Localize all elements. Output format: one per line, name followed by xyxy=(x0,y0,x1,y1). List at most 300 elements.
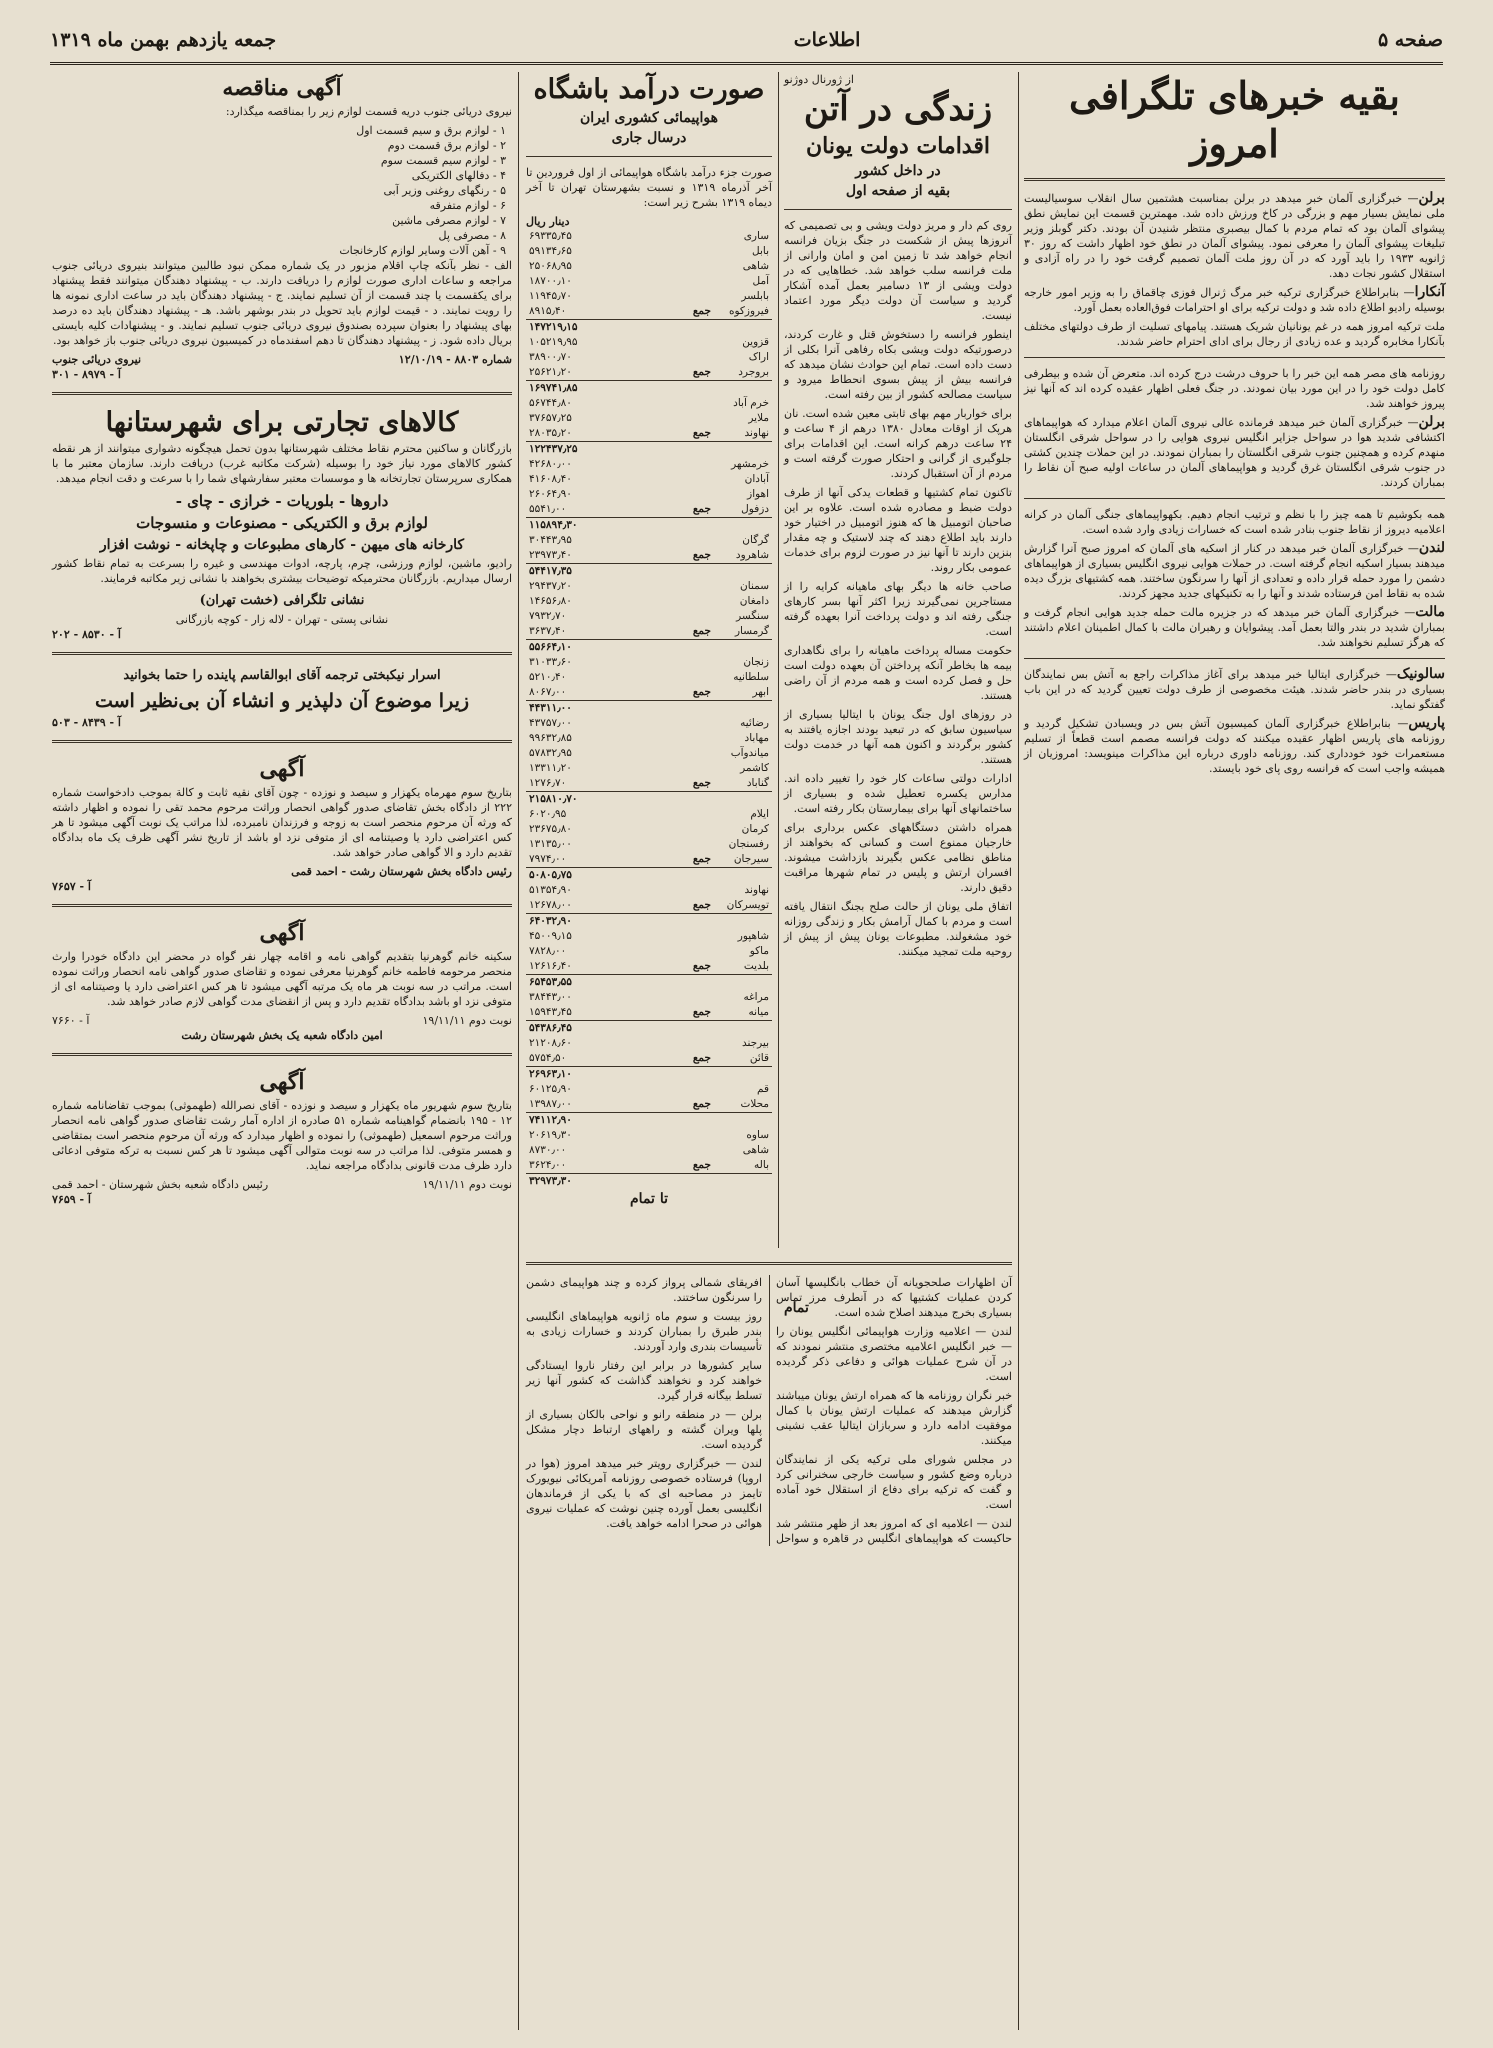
revenue-amount: ۹۹۶۳۲٫۸۵ xyxy=(529,732,572,744)
revenue-row xyxy=(526,594,772,609)
revenue-table xyxy=(526,229,772,1189)
revenue-amount: ۱۸۷۰۰٫۱۰ xyxy=(529,275,572,287)
revenue-amount: ۴۲۶۸۰٫۰۰ xyxy=(529,458,572,470)
goods-ad-more: رادیو، ماشین، لوازم ورزشی، چرم، پارچه، ادوات مهندسی و غیره را بسرعت به تمام نقاط کشور ارسال میداریم. بازرگانان محترمیکه توضیحات بیشتری بخواهند با نشانی زیر مکاتبه فرمایند. xyxy=(52,557,512,585)
revenue-total-label xyxy=(678,975,714,991)
revenue-amount: ۸۰۶۷٫۰۰ xyxy=(529,686,567,698)
revenue-city xyxy=(714,320,772,336)
dispatch-text: روزنامه های مصر همه این خبر را با حروف درشت درج کرده اند. متعرض آن شده و بیطرفی کامل دولت خود را در این مورد بیان نمودند. در جنگ فعلی اظهار عقیده کرده اند که آنها نیز پیروز خواهند شد. xyxy=(1024,367,1446,410)
revenue-total-label: جمع xyxy=(692,549,711,561)
revenue-amount: ۷۹۳۲٫۷۰ xyxy=(529,610,567,622)
revenue-total-label xyxy=(678,487,714,502)
tender-item: ۷ - لوازم مصرفی ماشین xyxy=(392,214,506,227)
dispatch xyxy=(1024,541,1445,601)
goods-address: نشانی تلگرافی (خشت تهران) xyxy=(199,593,365,608)
revenue-city: اهواز xyxy=(747,488,769,500)
revenue-amount: ۱۶۹۷۴۱٫۸۵ xyxy=(526,381,678,397)
tender-item: ۱ - لوازم برق و سیم قسمت اول xyxy=(356,124,506,137)
revenue-amount: ۳۷۶۵۷٫۲۵ xyxy=(529,412,572,424)
notice-1-body: بتاریخ سوم مهرماه یکهزار و سیصد و نوزده - چون آقای نقیه ثابت و کالة بموجب دادخواست شماره ۲۲۲ از دادگاه بخش تقاضای صدور گواهی انحصار وراثت مرحوم محمد تقی را نموده و اظهار داشته که ورثه آن مرحوم منحصر است به زوجه و فرزندان نامبرده، لذا مراتب یک نوبت آگهی میشود تا هر کس اعتراضی دارد یا وصیتنامه ای از متوفی نزد او باشد از تاریخ نشر آگهی ظرف یک ماه بدادگاه تقدیم دارد و الا گواهی صادر خواهد شد. xyxy=(52,786,512,859)
revenue-row xyxy=(526,929,772,944)
revenue-city: بیرجند xyxy=(741,1037,769,1049)
revenue-total-label xyxy=(678,914,714,930)
revenue-amount: ۱۵۹۴۳٫۴۵ xyxy=(529,1006,572,1018)
goods-products-1: داروها - بلوریات - خرازی - چای - xyxy=(175,492,389,510)
revenue-title: صورت درآمد باشگاه xyxy=(533,74,765,105)
revenue-row xyxy=(526,701,772,717)
dispatch xyxy=(1024,191,1445,281)
revenue-total-label: جمع xyxy=(692,1159,711,1171)
revenue-city: شاهپور xyxy=(737,930,769,942)
tender-item: ۵ - رنگهای روغنی وزیر آبی xyxy=(383,184,506,197)
athens-paragraph: صاحب خانه ها دیگر بهای ماهیانه کرایه را از مستاجرین نمی‌گیرند زیرا اکثر آنها بسر کارهای جنگی رفته اند و دولت پرداخت آنرا بعهده گرفته است. xyxy=(784,580,1012,638)
revenue-city: قائن xyxy=(749,1052,769,1064)
book-ad-line-1: اسرار نیکبختی ترجمه آقای ابوالقاسم پاینده را حتما بخوانید xyxy=(123,668,441,683)
revenue-amount: ۱۰۵۲۱۹٫۹۵ xyxy=(529,336,578,348)
revenue-amount: ۵۰۸۰۵٫۷۵ xyxy=(526,868,678,884)
revenue-amount: ۲۵۶۲۱٫۲۰ xyxy=(529,366,572,378)
revenue-subtitle-2: درسال جاری xyxy=(611,130,687,146)
revenue-city: ساوه xyxy=(746,1129,769,1141)
revenue-total-label: جمع xyxy=(692,366,711,378)
revenue-row xyxy=(526,776,772,792)
lower-news-column xyxy=(526,1252,1012,2030)
revenue-row xyxy=(526,792,772,808)
athens-subheadline: اقدامات دولت یونان xyxy=(805,133,990,159)
tender-intro: نیروی دریائی جنوب دریه قسمت لوازم زیر را بمناقصه میگذارد: xyxy=(225,105,512,118)
revenue-city: رضائیه xyxy=(740,717,769,729)
revenue-city: قم xyxy=(756,1083,769,1095)
goods-ad-body: بازرگانان و ساکنین محترم نقاط مختلف شهرستانها بدون تحمل هیچگونه دشواری میتوانند از هر نقطه کشور کالاهای مورد نیاز خود را بوسیله (شرکت مکاتبه غرب) دریافت دارند. سازمان معتبر ما با همکاری سرپرستان تجارتخانه ها و موسسات معتبر سفارشهای شما را با سرعت و دقت انجام میدهد. xyxy=(52,442,512,485)
revenue-row xyxy=(526,381,772,397)
revenue-amount: ۷۹۷۴٫۰۰ xyxy=(529,853,567,865)
dispatch-text: — خبرگزاری ایتالیا خبر میدهد برای آغاز مذاکرات راجع به آتش بس نمایندگان بسیاری در بندر حاضر شدند. هیئت مخصوصی از طرف دولت تعیین گردید که در این باب گفتگو نماید. xyxy=(1024,668,1445,711)
revenue-row xyxy=(526,822,772,837)
revenue-row xyxy=(526,655,772,670)
dispatch xyxy=(1024,667,1445,712)
athens-paragraph: حکومت مساله پرداخت ماهیانه را برای نگاهداری بیمه ها بخاطر آنکه پرداختن آن بعهده دولت است حل و فصل کرده است و همه مردم از آن راضی هستند. xyxy=(784,644,1012,702)
book-ad-code: آ - ۸۴۳۹ - ۵۰۳ xyxy=(52,716,121,729)
revenue-total-label xyxy=(678,731,714,746)
revenue-city: دامغان xyxy=(739,595,769,607)
revenue-city: شاهرود xyxy=(735,549,769,561)
revenue-row xyxy=(526,1128,772,1143)
revenue-total-label xyxy=(678,472,714,487)
revenue-amount: ۵۷۸۳۲٫۹۵ xyxy=(529,747,572,759)
notice-3-date: نوبت دوم ۱۹/۱۱/۱۱ xyxy=(422,1178,512,1191)
article-end: تمام xyxy=(784,1300,809,1316)
dispatch-dateline: آنکارا xyxy=(1414,284,1445,300)
revenue-city xyxy=(714,381,772,397)
dispatch-list xyxy=(1024,191,1445,776)
revenue-amount: ۲۰۶۱۹٫۳۰ xyxy=(529,1129,572,1141)
revenue-city: بروجرد xyxy=(738,366,769,378)
revenue-amount: ۱۳۹۸۷٫۰۰ xyxy=(529,1098,572,1110)
revenue-row xyxy=(526,1174,772,1190)
revenue-amount: ۳۱۰۳۳٫۶۰ xyxy=(529,656,572,668)
revenue-amount: ۷۸۲۸٫۰۰ xyxy=(529,945,567,957)
dispatch-text: همه بکوشیم تا همه چیز را با نظم و ترتیب انجام دهیم. بکهواپیماهای جنگی آلمان در کرانه اعلامیه دیروز از نقاط جنوب بنادر شده است که خسارات زیادی وارد شده است. xyxy=(1024,508,1445,536)
notice-3-signature: رئیس دادگاه شعبه بخش شهرستان - احمد قمی xyxy=(52,1178,269,1191)
revenue-city xyxy=(714,1021,772,1037)
revenue-row xyxy=(526,914,772,930)
revenue-total-label xyxy=(678,655,714,670)
revenue-total-label xyxy=(678,1128,714,1143)
revenue-amount: ۳۶۲۴٫۰۰ xyxy=(529,1159,567,1171)
revenue-total-label xyxy=(678,1082,714,1097)
revenue-row xyxy=(526,548,772,564)
revenue-row xyxy=(526,259,772,274)
revenue-city: ابهر xyxy=(752,686,769,698)
revenue-row xyxy=(526,746,772,761)
revenue-row xyxy=(526,959,772,975)
revenue-row xyxy=(526,1067,772,1083)
revenue-total-label: جمع xyxy=(692,853,711,865)
notice-2-signature: امین دادگاه شعبه یک بخش شهرستان رشت xyxy=(181,1029,383,1042)
revenue-total-label xyxy=(678,335,714,350)
dispatch xyxy=(1024,605,1445,650)
revenue-row xyxy=(526,716,772,731)
revenue-total-label xyxy=(678,533,714,548)
revenue-row xyxy=(526,487,772,502)
revenue-city: مهاباد xyxy=(744,732,769,744)
revenue-amount: ۱۴۷۲۱۹٫۱۵ xyxy=(526,320,678,336)
revenue-total-label: جمع xyxy=(692,686,711,698)
dispatch-text: ملت ترکیه امروز همه در غم یونانیان شریک هستند. پیامهای تسلیت از طرف دولتهای مختلف بآنکارا مخابره گردید و عده زیادی از رجال برای ادای احترام حاضر شدند. xyxy=(1024,320,1445,348)
revenue-total-label xyxy=(678,837,714,852)
revenue-total-label xyxy=(678,1113,714,1129)
revenue-row xyxy=(526,564,772,580)
tender-footer xyxy=(52,352,512,367)
lower-news-paragraph: آن اظهارات صلحجویانه آن خطاب بانگلیسها آسان کردن عملیات کشتیها که در آنطرف مرز تماس بسیاری بخرج میدهند اصلاح شده است. xyxy=(776,1276,1012,1319)
revenue-city: ایلام xyxy=(750,808,769,820)
revenue-total-label xyxy=(678,609,714,624)
revenue-row xyxy=(526,609,772,624)
revenue-total-label: جمع xyxy=(692,427,711,439)
column-rule xyxy=(518,72,519,2030)
lower-news-paragraph: خبر نگران روزنامه ها که همراه ارتش یونان میباشند گزارش میدهند که عملیات ارتش یونان با کمال موفقیت ادامه دارد و سربازان ایتالیا عقب نشینی میکنند. xyxy=(776,1389,1012,1447)
revenue-city: کاشمر xyxy=(740,762,769,774)
revenue-amount: ۲۳۶۷۵٫۸۰ xyxy=(529,823,572,835)
revenue-row xyxy=(526,502,772,518)
notice-2-code: آ - ۷۶۶۰ xyxy=(52,1014,90,1027)
revenue-row xyxy=(526,1005,772,1021)
revenue-amount: ۳۰۴۴۳٫۹۵ xyxy=(529,534,572,546)
revenue-city: سنگسر xyxy=(736,610,769,622)
tender-item: ۳ - لوازم سیم قسمت سوم xyxy=(380,154,506,167)
column-rule xyxy=(1018,72,1019,2030)
column-rule xyxy=(778,72,779,1248)
revenue-amount: ۶۴۰۳۲٫۹۰ xyxy=(526,914,678,930)
dispatch-text: — خبرگزاری آلمان خبر میدهد در کنار از اسکیه های آلمان که امروز صبح آنرا گزارش میدهند بسیار اسکیه انجام گرفته است. در حملات هوایی نیروی انگلیس بسیاری از هواپیماهای دشمن را مورد حمله قرار داده و تعدادی از آنها را سرنگون ساختند. همه کشتیهای بزرگ دیده شده به نقاط امن فرستاده شدند و آنها را به تکنیکهای جدید مجهز کردند. xyxy=(1024,542,1445,600)
revenue-city xyxy=(714,1113,772,1129)
revenue-city xyxy=(714,701,772,717)
dispatch-text: — خبرگزاری آلمان خبر میدهد در برلن بمناسبت هشتمین سال انقلاب سوسیالیست ملی نمایش بسیار مهم و بزرگی در کاخ ورزش داده شد. مهمترین قسمت این نمایش نطق پیشوای آلمان بود که تمام مردم با کمال بیصبری منتظر شنیدن آن بودند. دکتر گوبلز وزیر تبلیغات پیشوای آلمان را معرفی نمود. پیشوای آلمان در نطق خود اظهار داشت که روز ۳۰ ژانویه ۱۹۳۳ را باید آورد که در آن روز ملت آلمان تصمیم گرفت خود را در راه آزادی و استقلال کشور نجات دهد. xyxy=(1024,192,1445,280)
revenue-city: سلطانیه xyxy=(733,671,769,683)
book-ad-line-2: زیرا موضوع آن دلپذیر و انشاء آن بی‌نظیر است xyxy=(94,690,470,712)
revenue-row xyxy=(526,837,772,852)
revenue-amount: ۶۰۲۰٫۹۵ xyxy=(529,808,567,820)
revenue-total-label: جمع xyxy=(692,503,711,515)
tender-item: ۶ - لوازم متفرقه xyxy=(429,199,506,212)
revenue-city: تویسرکان xyxy=(726,899,769,911)
revenue-row xyxy=(526,579,772,594)
revenue-total-label xyxy=(678,442,714,458)
notice-2-body: سکینه خانم گوهرنیا بتقدیم گواهی نامه و اقامه چهار نفر گواه در محضر این دادگاه خودرا وارث منحصر مرحومه فاطمه خانم گوهرنیا معرفی نموده و تقاضای صدور گواهی نامه انحصار وراثت نموده است. مراتب در سه نوبت هر ماه یک مرتبه آگهی میشود تا هر کس اعتراضی دارد یا وصیتنامه ای از متوفی نزد او باشد بدادگاه تقدیم دارد و پس از انقضای مدت گواهی لازم صادر خواهد شد. xyxy=(52,950,512,1008)
revenue-amount: ۵۹۱۳۴٫۶۵ xyxy=(529,245,572,257)
revenue-city xyxy=(714,914,772,930)
revenue-amount: ۸۹۱۵٫۴۰ xyxy=(529,305,567,317)
revenue-city: رفسنجان xyxy=(728,838,769,850)
revenue-city: میانه xyxy=(748,1006,769,1018)
revenue-city xyxy=(714,792,772,808)
revenue-total-label: جمع xyxy=(692,899,711,911)
revenue-amount: ۱۴۶۵۶٫۸۰ xyxy=(529,595,572,607)
continued-label: بقیه از صفحه اول xyxy=(845,183,951,199)
revenue-unit-header: دینار ریال xyxy=(526,215,570,228)
notice-3-code: آ - ۷۶۵۹ xyxy=(52,1193,91,1206)
tender-item: ۲ - لوازم برق قسمت دوم xyxy=(387,139,506,152)
dispatch-text: — خبرگزاری آلمان خبر میدهد که در جزیره مالت حمله جدید هوایی انجام گرفت و بمباران شدید در بندر والتا بعمل آمد. پیشوایان و رهبران مالت با کمال اطمینان اعلام داشتند که هرگز تسلیم نخواهند شد. xyxy=(1024,606,1445,649)
revenue-amount: ۳۲۹۷۳٫۳۰ xyxy=(526,1174,678,1190)
revenue-city: باله xyxy=(754,1159,769,1171)
dispatch-dateline: پاریس xyxy=(1408,715,1445,731)
lower-news-paragraph: سایر کشورها در برابر این رفتار ناروا ایستادگی خواهند کرد و نخواهند گذاشت که کشور آنها زیر تسلط بیگانه قرار گیرد. xyxy=(526,1359,762,1402)
revenue-total-label xyxy=(678,518,714,534)
lower-news-paragraph: در مجلس شورای ملی ترکیه یکی از نمایندگان درباره وضع کشور و سیاست خارجی سخنرانی کرد و گفت که ترکیه برای دفاع از استقلال خود آماده است. xyxy=(776,1453,1012,1511)
revenue-total-label xyxy=(678,929,714,944)
revenue-total-label xyxy=(678,289,714,304)
revenue-row xyxy=(526,731,772,746)
revenue-city: بلدیت xyxy=(743,960,769,972)
dispatch-dateline: مالت xyxy=(1415,604,1445,620)
revenue-amount: ۲۳۹۷۳٫۴۰ xyxy=(529,549,572,561)
revenue-amount: ۲۹۴۳۷٫۲۰ xyxy=(529,580,572,592)
revenue-total-label xyxy=(678,594,714,609)
revenue-row xyxy=(526,533,772,548)
revenue-amount: ۲۱۲۰۸٫۶۰ xyxy=(529,1037,572,1049)
revenue-city: سیرجان xyxy=(733,853,769,865)
revenue-amount: ۵۷۵۴٫۵۰ xyxy=(529,1052,567,1064)
revenue-end: تا تمام xyxy=(630,1191,668,1207)
revenue-intro: صورت جزء درآمد باشگاه هواپیمائی از اول فروردین تا آخر آذرماه ۱۳۱۹ و نسبت بشهرستان تهران تا آخر دیماه ۱۳۱۹ بشرح زیر است: xyxy=(526,166,772,209)
revenue-row xyxy=(526,1036,772,1051)
notice-1-signature: رئیس دادگاه بخش شهرستان رشت - احمد قمی xyxy=(291,865,512,878)
revenue-city: بابلسر xyxy=(741,290,769,302)
revenue-city: آبادان xyxy=(744,473,769,485)
revenue-total-label xyxy=(678,883,714,898)
revenue-city: نهاوند xyxy=(744,884,769,896)
lower-news-body xyxy=(526,1275,1012,1546)
tender-item: ۸ - مصرفی پل xyxy=(438,229,506,242)
revenue-amount: ۴۴۳۱۱٫۰۰ xyxy=(526,701,678,717)
revenue-city: اراک xyxy=(748,351,769,363)
revenue-amount: ۲۵۰۶۸٫۹۵ xyxy=(529,260,572,272)
revenue-row xyxy=(526,1082,772,1097)
revenue-city: محلات xyxy=(740,1098,769,1110)
revenue-total-label: جمع xyxy=(692,960,711,972)
revenue-amount: ۴۳۷۵۷٫۰۰ xyxy=(529,717,572,729)
revenue-amount: ۵۶۷۴۴٫۸۰ xyxy=(529,397,572,409)
revenue-row xyxy=(526,350,772,365)
revenue-total-label xyxy=(678,259,714,274)
goods-code: آ - ۸۵۳۰ - ۲۰۲ xyxy=(52,628,121,641)
revenue-row xyxy=(526,852,772,868)
goods-address-2: نشانی پستی - تهران - لاله زار - کوچه بازرگانی xyxy=(175,613,389,626)
lower-news-paragraph: برلن — در منطقه رانو و نواحی بالکان بسیاری از پلها ویران گشته و راههای ارتباط دچار مشکل گردیده است. xyxy=(526,1408,762,1451)
revenue-total-label xyxy=(678,1174,714,1190)
revenue-city: سمنان xyxy=(740,580,769,592)
notice-2-title: آگهی xyxy=(259,920,305,946)
dispatch-dateline: برلن xyxy=(1418,414,1445,430)
revenue-city: خرم آباد xyxy=(733,397,769,409)
revenue-total-label xyxy=(678,411,714,426)
revenue-total-label xyxy=(678,640,714,656)
revenue-city: فیروزکوه xyxy=(728,305,769,317)
revenue-city: آمل xyxy=(752,275,769,287)
revenue-row xyxy=(526,229,772,244)
notice-3-body: بتاریخ سوم شهریور ماه یکهزار و سیصد و نوزده - آقای نصرالله (طهموثی) بموجب تقاضانامه شماره ۱۲ - ۱۹۵ بانضمام گواهینامه شماره ۵۱ صادره از اداره آمار رشت تقاضای صدور گواهی نامه انحصار وراثت مرحوم اسمعیل (طهموثی) را نموده و اظهار میدارد که ورثه آن مرحوم منحصر است بمتقاضی و همسر متوفی. لذا مراتب در سه نوبت متوالی آگهی میشود تا هر کس نسبت به ترکه متوفی ادعائی دارد ظرف مدت قانونی بدادگاه مراجعه نماید. xyxy=(52,1099,512,1172)
revenue-total-label: جمع xyxy=(692,1006,711,1018)
revenue-city: گرمسار xyxy=(734,625,769,637)
athens-paragraph: اتفاق ملی یونان از حالت صلح بجنگ انتقال یافته است و مردم با کمال آرامش بکار و زندگی روزانه خود مشغولند. مطبوعات یونان پیش از پیش از روحیه ملت تمجید میکنند. xyxy=(784,900,1012,958)
revenue-total-label: جمع xyxy=(692,777,711,789)
lower-news-paragraph: لندن — اعلامیه وزارت هواپیمائی انگلیس یونان را — خبر انگلیس اعلامیه مختصری منتشر نمودند که در آن شرح عملیات هوائی و دفاعی ذکر گردیده است. xyxy=(776,1325,1012,1383)
lower-news-paragraph: لندن — اعلامیه ای که امروز بعد از ظهر منتشر شد حاکیست که هواپیماهای انگلیس در قاهره و سواحل افریقای شمالی پرواز کرده و چند هواپیمای دشمن را سرنگون ساختند. xyxy=(526,1276,1012,1545)
revenue-city: شاهی xyxy=(742,1144,769,1156)
revenue-amount: ۶۵۴۵۳٫۵۵ xyxy=(526,975,678,991)
revenue-row xyxy=(526,807,772,822)
revenue-amount: ۱۲۲۴۳۷٫۲۵ xyxy=(526,442,678,458)
revenue-total-label xyxy=(678,396,714,411)
revenue-total-label xyxy=(678,564,714,580)
revenue-total-label: جمع xyxy=(692,1052,711,1064)
revenue-row xyxy=(526,883,772,898)
revenue-amount: ۵۱۳۵۴٫۹۰ xyxy=(529,884,572,896)
athens-paragraph: در روزهای اول جنگ یونان با ایتالیا بسیاری از سیاسیون سابق که در تبعید بودند اجازه یافتند به کشور برگردند و اکنون همه آنها در خدمت دولت هستند. xyxy=(784,708,1012,766)
revenue-city: کرمان xyxy=(741,823,769,835)
revenue-amount: ۱۱۵۸۹۴٫۳۰ xyxy=(526,518,678,534)
revenue-total-label: جمع xyxy=(692,305,711,317)
athens-paragraph: برای خواربار مهم بهای ثابتی معین شده است. نان هرپک از اوقات معادل ۱۳۸۰ درهم از ۴ ساعت و ۲۴ ساعت درهم کرانه است. این اقدامات برای جلوگیری از گرانی و احتکار صورت گرفته است و مردم از آن استقبال کردند. xyxy=(784,407,1012,480)
revenue-row xyxy=(526,457,772,472)
revenue-row xyxy=(526,472,772,487)
telegraph-headline: بقیه خبرهای تلگرافی امروز xyxy=(1069,73,1400,166)
revenue-city: شاهی xyxy=(742,260,769,272)
dispatch-dateline: لندن xyxy=(1418,540,1445,556)
tender-signature: نیروی دریائی جنوب xyxy=(52,353,142,366)
dispatch-text: — بنابراطلاع خبرگزاری آلمان کمیسیون آتش بس در ویسبادن تشکیل گردید و روزنامه های پاریس اظهار عقیده میکنند که دولت فرانسه مصمم است قطعاً از تسلیم مستعمرات خود خودداری کند. روزنامه داوری درباره این مذاکرات مینویسد: امروزیان از همیشه واجب است که فرانسه روی پای خود بایستد. xyxy=(1024,717,1445,775)
athens-paragraph: همراه داشتن دستگاههای عکس برداری برای خارجیان ممنوع است و کسانی که بخواهند از مناطق نظامی عکس بگیرند بازداشت میشوند. افسران ارتش و پلیس در تمام شهرها مراقبت دقیق دارند. xyxy=(784,821,1012,894)
revenue-amount: ۳۸۹۰۰٫۷۰ xyxy=(529,351,572,363)
revenue-amount: ۱۳۱۳۵٫۰۰ xyxy=(529,838,572,850)
revenue-amount: ۲۸۰۳۵٫۲۰ xyxy=(529,427,572,439)
article-source: از ژورنال دوژنو xyxy=(784,73,854,86)
goods-products-2: لوازم برق و الکتریکی - مصنوعات و منسوجات xyxy=(136,514,428,532)
revenue-amount: ۵۵۶۶۴٫۱۰ xyxy=(526,640,678,656)
issue-date: جمعه یازدهم بهمن ماه ۱۳۱۹ xyxy=(50,29,277,51)
revenue-row xyxy=(526,990,772,1005)
revenue-city xyxy=(714,564,772,580)
tender-code: آ - ۸۹۷۹ - ۳۰۱ xyxy=(52,368,121,381)
newspaper-name: اطلاعات xyxy=(793,29,861,51)
revenue-city xyxy=(714,442,772,458)
revenue-amount: ۵۴۴۱۷٫۳۵ xyxy=(526,564,678,580)
revenue-total-label xyxy=(678,381,714,397)
notice-2-date: نوبت دوم ۱۹/۱۱/۱۱ xyxy=(422,1014,512,1027)
tender-ref: شماره ۸۸۰۳ - ۱۲/۱۰/۱۹ xyxy=(398,353,512,366)
tender-body: الف - نظر بآنکه چاپ اقلام مزبور در یک شماره ممکن نبود طالبین میتوانند بنیروی دریائی جنوب مراجعه و ساعات اداری صورت لوازم را دریافت دارند. ب - پیشنهاد دهندگان میتوانند فقط پیشنهاد برای یکقسمت یا چند قسمت از آن تسلیم نمایند. ج - پیشنهاد دهندگان باید در ساعت اداری نمونه ها را رویت نمایند. د - قیمت لوازم باید تحویل در بندر بوشهر باشد. هـ - پیشنهاد دهندگان باید ده درصد بهای پیشنهاد را بعنوان سپرده بصندوق نیروی دریائی جنوب تسلیم نمایند. و - پیشنهادات کلیه بایستی بریال داده شود. ز - پیشنهاد دهندگان تا دهم اسفندماه در کمیسیون نیروی دریائی جنوب باز خواهد بود. xyxy=(52,259,512,347)
revenue-city xyxy=(714,1067,772,1083)
revenue-amount: ۲۱۵۸۱۰٫۷۰ xyxy=(526,792,678,808)
revenue-amount: ۴۵۰۰۹٫۱۵ xyxy=(529,930,572,942)
revenue-city: گناباد xyxy=(746,777,769,789)
revenue-row xyxy=(526,640,772,656)
revenue-city: زنجان xyxy=(743,656,769,668)
revenue-total-label xyxy=(678,350,714,365)
lower-news-paragraph: لندن — خبرگزاری رویتر خبر میدهد امروز (هوا در اروپا) فرستاده خصوصی روزنامه آمریکائی نیویورک تایمز در مصاحبه ای که با یکی از فرماندهان انگلیسی بعمل آورده چنین نوشت که عملیات نیروی هوائی در صحرا ادامه خواهد یافت. xyxy=(526,1457,762,1530)
dispatch xyxy=(1024,507,1445,537)
revenue-row xyxy=(526,304,772,320)
revenue-amount: ۳۸۴۴۳٫۰۰ xyxy=(529,991,572,1003)
revenue-total-label xyxy=(678,457,714,472)
revenue-city: ساری xyxy=(743,230,769,242)
revenue-total-label xyxy=(678,716,714,731)
tender-item: ۹ - آهن آلات وسایر لوازم کارخانجات xyxy=(339,244,506,257)
revenue-amount: ۱۲۷۶٫۷۰ xyxy=(529,777,567,789)
revenue-total-label xyxy=(678,868,714,884)
revenue-total-label xyxy=(678,1067,714,1083)
revenue-total-label: جمع xyxy=(692,1098,711,1110)
notice-1-code: آ - ۷۶۵۷ xyxy=(52,880,91,893)
revenue-total-label: جمع xyxy=(692,625,711,637)
revenue-row xyxy=(526,898,772,914)
notice-3-footer xyxy=(52,1177,512,1192)
tender-items xyxy=(52,123,512,258)
revenue-city: قزوین xyxy=(742,336,769,348)
page-header xyxy=(50,18,1443,65)
revenue-row xyxy=(526,975,772,991)
athens-paragraph: تاکنون تمام کشتیها و قطعات یدکی آنها از طرف دولت ضبط و مصادره شده است. علاوه بر این صاحبان اتومبیل ها که هنوز اتومبیل در اختیار خود دارند باید اطلاع دهند که چند لاستیک و چه مقدار بنزین دارند تا آنها نیز در صورت لزوم برای خدمات عمومی بکار روند. xyxy=(784,486,1012,574)
revenue-row xyxy=(526,518,772,534)
revenue-row xyxy=(526,685,772,701)
goods-products-3: کارخانه های میهن - کارهای مطبوعات و چاپخانه - نوشت افزار xyxy=(99,537,465,553)
revenue-row xyxy=(526,761,772,776)
revenue-city xyxy=(714,518,772,534)
revenue-row xyxy=(526,868,772,884)
dispatch xyxy=(1024,366,1445,411)
dispatch xyxy=(1024,285,1445,315)
ads-column xyxy=(52,72,512,2030)
tender-ad-title: آگهی مناقصه xyxy=(222,75,342,101)
revenue-total-label xyxy=(678,761,714,776)
dispatch xyxy=(1024,716,1445,776)
revenue-row xyxy=(526,1021,772,1037)
revenue-column xyxy=(526,72,772,1248)
revenue-city: گرگان xyxy=(742,534,769,546)
revenue-total-label xyxy=(678,670,714,685)
revenue-city xyxy=(714,640,772,656)
revenue-total-label xyxy=(678,746,714,761)
revenue-total-label xyxy=(678,1021,714,1037)
revenue-row xyxy=(526,289,772,304)
revenue-amount: ۴۱۶۰۸٫۴۰ xyxy=(529,473,572,485)
revenue-amount: ۶۰۱۲۵٫۹۰ xyxy=(529,1083,572,1095)
revenue-city: مراغه xyxy=(743,991,769,1003)
revenue-city: نهاوند xyxy=(744,427,769,439)
revenue-row xyxy=(526,396,772,411)
dispatch-dateline: سالونیک xyxy=(1396,666,1445,682)
